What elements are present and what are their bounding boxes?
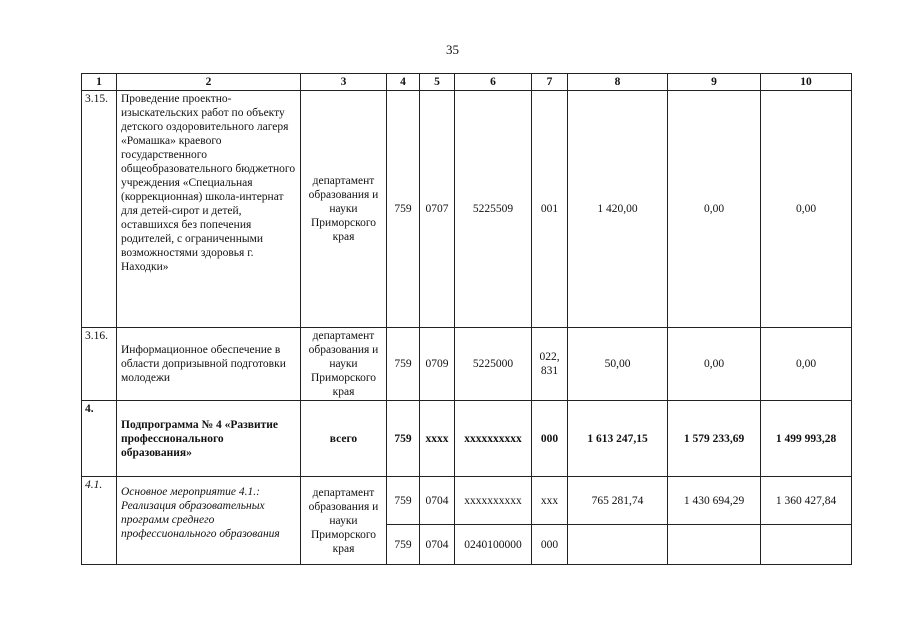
row-executor: департамент образования и науки Приморского края <box>301 328 387 401</box>
row-grbs: 759 <box>387 525 420 565</box>
row-vr: 001 <box>532 91 568 328</box>
row-executor: департамент образования и науки Приморского края <box>301 91 387 328</box>
row-executor: всего <box>301 401 387 477</box>
page-number: 35 <box>446 42 459 57</box>
row-amount-year1: 1 613 247,15 <box>568 401 668 477</box>
row-amount-year3: 0,00 <box>761 91 852 328</box>
row-number: 4. <box>82 401 117 477</box>
row-description: Информационное обеспечение в области допризывной подготовки молодежи <box>117 328 301 401</box>
col-header-3: 3 <box>301 74 387 91</box>
row-amount-year3: 1 360 427,84 <box>761 477 852 525</box>
row-description: Подпрограмма № 4 «Развитие профессионального образования» <box>117 401 301 477</box>
col-header-7: 7 <box>532 74 568 91</box>
row-number: 3.15. <box>82 91 117 328</box>
row-executor: департамент образования и науки Приморского края <box>301 477 387 565</box>
row-grbs: 759 <box>387 91 420 328</box>
row-csr: 5225509 <box>455 91 532 328</box>
row-description: Проведение проектно-изыскательских работ по объекту детского оздоровительного лагеря «Ромашка» краевого государственного общеобразовательного бюджетного учреждения «Специальная (коррекционная) школа-интернат для детей-сирот и детей, оставшихся без попечения родителей, с ограниченными возможностями здоровья г. Находки» <box>117 91 301 328</box>
row-rzpr: хххх <box>420 401 455 477</box>
row-grbs: 759 <box>387 477 420 525</box>
row-csr: 5225000 <box>455 328 532 401</box>
row-amount-year3: 0,00 <box>761 328 852 401</box>
row-amount-year3 <box>761 525 852 565</box>
budget-table <box>81 73 852 565</box>
col-header-8: 8 <box>568 74 668 91</box>
table-row <box>82 328 852 401</box>
col-header-6: 6 <box>455 74 532 91</box>
row-csr: хххххххххх <box>455 477 532 525</box>
row-vr: 000 <box>532 525 568 565</box>
row-rzpr: 0707 <box>420 91 455 328</box>
row-grbs: 759 <box>387 328 420 401</box>
row-grbs: 759 <box>387 401 420 477</box>
row-csr: 0240100000 <box>455 525 532 565</box>
row-amount-year2: 1 579 233,69 <box>668 401 761 477</box>
row-rzpr: 0704 <box>420 525 455 565</box>
col-header-2: 2 <box>117 74 301 91</box>
col-header-9: 9 <box>668 74 761 91</box>
row-rzpr: 0709 <box>420 328 455 401</box>
row-rzpr: 0704 <box>420 477 455 525</box>
row-amount-year3: 1 499 993,28 <box>761 401 852 477</box>
header-row <box>82 74 852 91</box>
col-header-5: 5 <box>420 74 455 91</box>
row-amount-year1: 50,00 <box>568 328 668 401</box>
row-amount-year2 <box>668 525 761 565</box>
row-number: 3.16. <box>82 328 117 401</box>
row-amount-year1 <box>568 525 668 565</box>
row-amount-year2: 1 430 694,29 <box>668 477 761 525</box>
table-row <box>82 91 852 328</box>
table-row <box>82 477 852 525</box>
row-amount-year1: 1 420,00 <box>568 91 668 328</box>
row-vr: 022, 831 <box>532 328 568 401</box>
row-csr: хххххххххх <box>455 401 532 477</box>
row-vr: ххх <box>532 477 568 525</box>
row-amount-year1: 765 281,74 <box>568 477 668 525</box>
row-vr: 000 <box>532 401 568 477</box>
table-row <box>82 401 852 477</box>
row-number: 4.1. <box>82 477 117 565</box>
row-amount-year2: 0,00 <box>668 328 761 401</box>
row-amount-year2: 0,00 <box>668 91 761 328</box>
col-header-1: 1 <box>82 74 117 91</box>
col-header-4: 4 <box>387 74 420 91</box>
row-description: Основное мероприятие 4.1.: Реализация образовательных программ среднего профессионального образования <box>117 477 301 565</box>
col-header-10: 10 <box>761 74 852 91</box>
